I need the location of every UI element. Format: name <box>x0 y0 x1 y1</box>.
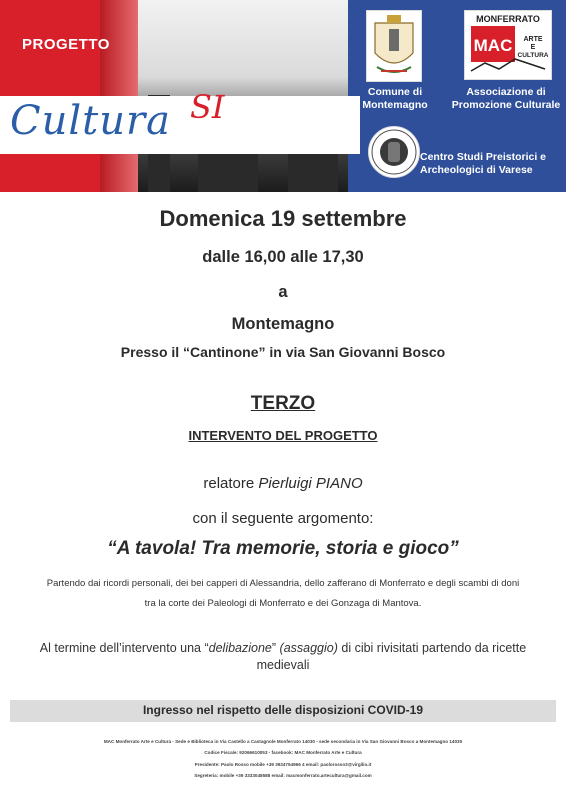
progetto-label: PROGETTO <box>22 36 110 53</box>
talk-title: “A tavola! Tra memorie, storia e gioco” <box>107 538 459 559</box>
mac-logo-icon <box>464 10 552 80</box>
event-date: Domenica 19 settembre <box>159 206 407 231</box>
comune-label: Comune di Montemagno <box>362 86 428 111</box>
event-ordinal: TERZO <box>250 393 316 414</box>
speaker-prefix: relatore <box>203 475 259 492</box>
description-line-2: tra la corte dei Paleologi di Monferrato e dei Gonzaga di Mantova. <box>144 598 422 609</box>
speaker-name: Pierluigi PIANO <box>258 475 363 492</box>
svg-text:ARTE: ARTE <box>523 36 543 43</box>
svg-text:CULTURA: CULTURA <box>517 52 549 59</box>
topic-intro: con il seguente argomento: <box>192 510 374 527</box>
speaker-line <box>0 475 566 492</box>
event-time: dalle 16,00 alle 17,30 <box>202 248 364 266</box>
centro-studi-seal-icon <box>368 126 420 178</box>
event-place: Montemagno <box>231 315 335 333</box>
event-a: a <box>278 283 288 301</box>
tasting-text-c: ” <box>271 641 280 655</box>
footer-address: MAC Monferrato Arte e Cultura - Sede e Biblioteca in Via Castello a Castagnole Monferrato 14030 - sede secondaria in Via San Giovanni Bosco a Montemagno 14030 <box>103 739 463 744</box>
covid-notice: Ingresso nel rispetto delle disposizioni COVID-19 <box>142 703 424 717</box>
cultura-logo-text: Cultura <box>10 98 171 144</box>
svg-text:MONFERRATO: MONFERRATO <box>476 14 540 24</box>
talk-description <box>30 574 536 614</box>
footer-president: Presidente: Paolo Rosso mobile +39 3934754966 4 email: paolorosso3@virgilio.it <box>194 762 372 767</box>
tasting-term: delibazione <box>208 641 272 655</box>
header-banner <box>0 0 566 192</box>
footer-fiscal: Codice Fiscale: 92066610053 - facebook: MAC Monferrato Arte e Cultura <box>204 750 362 755</box>
comune-crest-icon <box>366 10 422 82</box>
event-venue: Presso il “Cantinone” in via San Giovanni Bosco <box>120 344 446 360</box>
svg-text:E: E <box>530 44 536 51</box>
centro-studi-label: Centro Studi Preistorici e Archeologici di Varese <box>420 151 547 176</box>
description-line-1: Partendo dai ricordi personali, dei bei capperi di Alessandria, dello zafferano di Monferrato e degli scambi di doni <box>46 578 520 589</box>
event-intervento: INTERVENTO DEL PROGETTO <box>188 428 378 443</box>
footer-secretary: Segreteria: mobile +39 3333048588 email: macmonferrato.artecultura@gmail.com <box>194 773 372 778</box>
tasting-note <box>30 640 536 674</box>
si-logo-text: SI <box>190 88 225 126</box>
tasting-text-a: Al termine dell’intervento una “ <box>39 641 209 655</box>
tasting-gloss: (assaggio) <box>279 641 338 655</box>
svg-text:MAC: MAC <box>473 36 513 55</box>
tasting-text-e: di cibi rivisitati partendo da ricette medievali <box>256 641 527 672</box>
associazione-label: Associazione di Promozione Culturale <box>451 86 561 111</box>
